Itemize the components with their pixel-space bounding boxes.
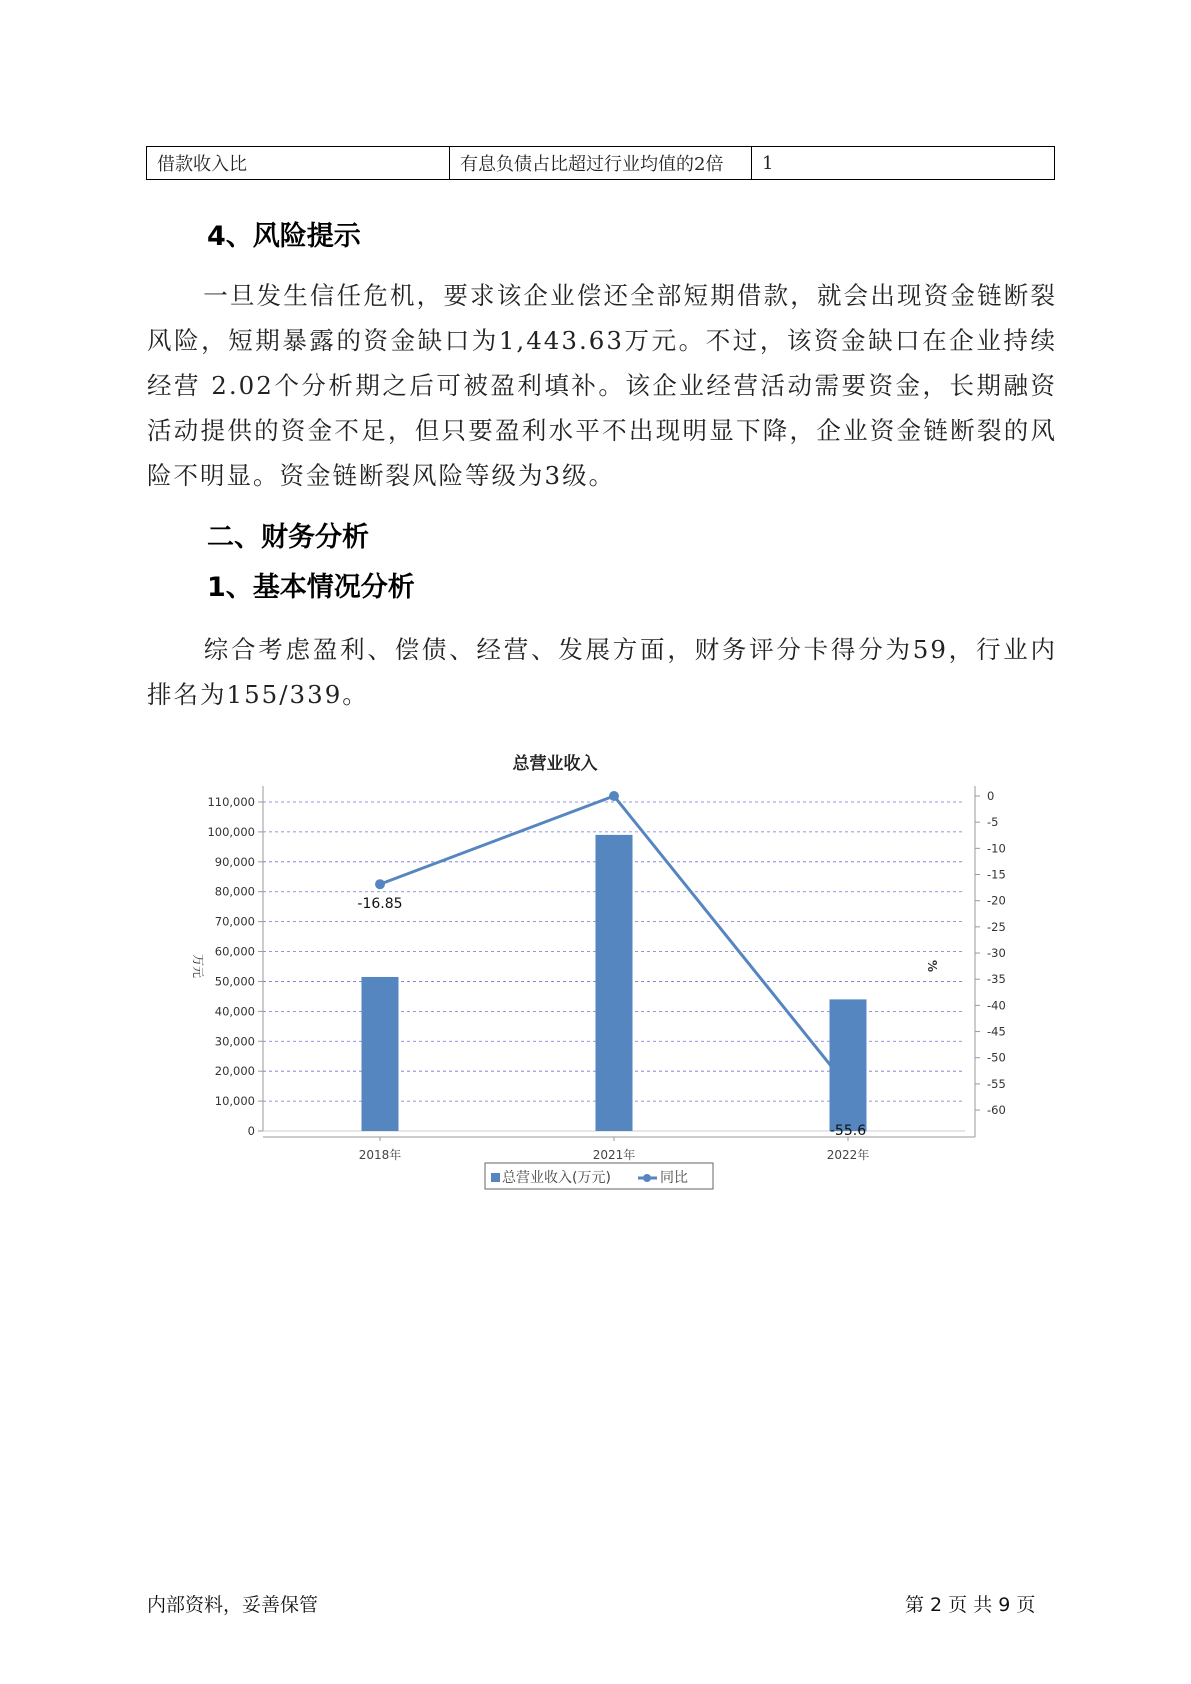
y2-tick-label: -5 [987,815,999,830]
y-tick-label: 80,000 [214,884,255,899]
y-tick-label: 110,000 [207,794,255,809]
risk-heading: 4、风险提示 [207,221,361,252]
yoy-data-label: -55.6 [829,1123,867,1140]
risk-paragraph [147,273,1057,498]
y2-tick-label: -20 [987,893,1006,908]
revenue-chart [180,740,1006,1210]
y-tick-label: 60,000 [214,944,255,959]
y2-tick-label: -15 [987,867,1006,882]
x-tick-label: 2018年 [358,1148,402,1162]
table-cell-rule: 有息负债占比超过行业均值的2倍 [450,147,752,180]
yoy-point [843,1082,853,1092]
y2-tick-label: -50 [987,1050,1006,1065]
chart-title: 总营业收入 [512,754,598,774]
y2-tick-label: -40 [987,998,1006,1013]
bar-2021年 [596,835,633,1131]
basic-paragraph-text: 综合考虑盈利、偿债、经营、发展方面，财务评分卡得分为59，行业内排名为155/339。 [147,635,1057,709]
y-tick-label: 100,000 [207,824,255,839]
y-tick-label: 90,000 [214,854,255,869]
finance-heading: 二、财务分析 [207,522,369,553]
y-tick-label: 50,000 [214,974,255,989]
risk-paragraph-text: 一旦发生信任危机，要求该企业偿还全部短期借款，就会出现资金链断裂风险，短期暴露的资金缺口为1,443.63万元。不过，该资金缺口在企业持续经营 2.02个分析期之后可被盈利填补。该企业经营活动需要资金，长期融资活动提供的资金不足，但只要盈利水平不出现明显下降，企业资金链断裂的风险不明显。资金链断裂风险等级为3级。 [147,281,1057,490]
y-tick-label: 0 [247,1124,255,1138]
y-tick-label: 30,000 [214,1034,255,1049]
footer-page-number: 第 2 页 共 9 页 [905,1594,1036,1616]
legend-bar-label: 总营业收入(万元) [502,1170,611,1186]
y-tick-label: 10,000 [214,1094,255,1109]
x-tick-label: 2022年 [826,1148,870,1162]
y-tick-label: 20,000 [214,1064,255,1079]
indicator-table [146,146,1055,180]
table-cell-value: 1 [752,147,1055,180]
y2-tick-label: -60 [987,1103,1006,1118]
y2-tick-label: -45 [987,1024,1006,1039]
y2-tick-label: -10 [987,841,1006,856]
basic-heading: 1、基本情况分析 [207,572,415,603]
table-cell-indicator: 借款收入比 [147,147,450,180]
y-axis-title: 万元 [191,953,205,979]
legend-line-label: 同比 [660,1170,688,1186]
yoy-data-label: -16.85 [357,896,403,913]
y2-tick-label: -55 [987,1076,1006,1091]
yoy-point [609,791,619,801]
legend-bar-swatch [491,1173,500,1182]
footer-left: 内部资料，妥善保管 [147,1594,319,1616]
y2-tick-label: -30 [987,946,1006,961]
yoy-point [375,879,385,889]
x-tick-label: 2021年 [592,1148,636,1162]
bar-2022年 [830,999,867,1131]
y2-axis-title: % [925,959,939,973]
revenue-chart-svg [180,740,1006,1210]
y2-tick-label: -25 [987,919,1006,934]
legend-line-marker [643,1174,651,1182]
table-row [147,147,1055,180]
basic-paragraph [147,627,1057,717]
bar-2018年 [362,977,399,1131]
y2-tick-label: 0 [987,789,995,803]
y-tick-label: 70,000 [214,914,255,929]
y-tick-label: 40,000 [214,1004,255,1019]
y2-tick-label: -35 [987,972,1006,987]
